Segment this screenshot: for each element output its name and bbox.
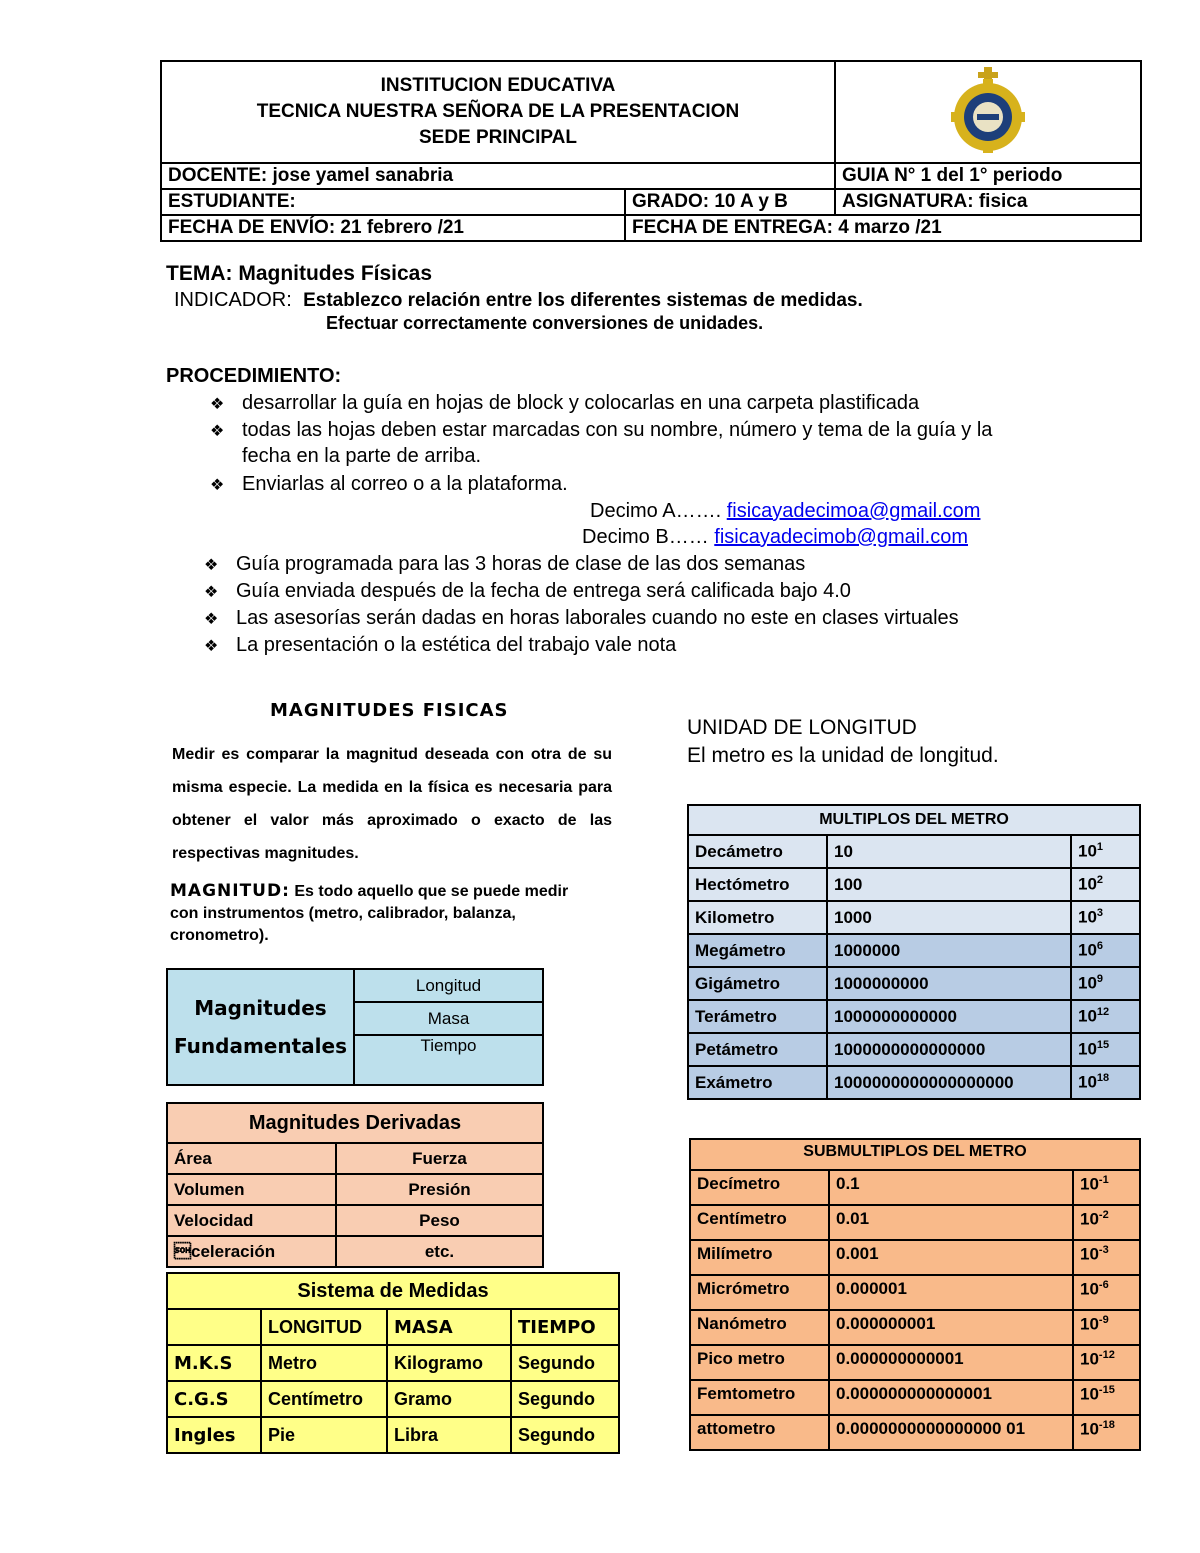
multiplos-power-exponent: 6 bbox=[1096, 940, 1104, 953]
indicador-line-2: Efectuar correctamente conversiones de unidades. bbox=[326, 313, 764, 333]
fecha-entrega-cell: FECHA DE ENTREGA: 4 marzo /21 bbox=[625, 215, 1141, 241]
multiplos-table bbox=[687, 804, 1141, 1100]
diamond-bullet-icon: ❖ bbox=[204, 557, 219, 574]
multiplos-value: 1000000000 bbox=[827, 967, 1071, 1000]
decimo-b-line bbox=[582, 524, 968, 550]
submultiplos-power-exponent: -6 bbox=[1098, 1279, 1109, 1291]
submultiplos-power-exponent: -9 bbox=[1098, 1314, 1109, 1326]
multiplos-unit-name: Terámetro bbox=[688, 1000, 827, 1033]
multiplos-power-exponent: 18 bbox=[1096, 1072, 1110, 1085]
submultiplos-value: 0.0000000000000000 01 bbox=[829, 1415, 1073, 1450]
submultiplos-power-exponent: -2 bbox=[1098, 1209, 1109, 1221]
multiplos-power-base: 10 bbox=[1078, 907, 1097, 927]
multiplos-power-exponent: 3 bbox=[1096, 907, 1104, 920]
diamond-bullet-icon: ❖ bbox=[210, 477, 225, 494]
submultiplos-power-exponent: -1 bbox=[1098, 1174, 1109, 1186]
multiplos-power bbox=[1071, 835, 1140, 868]
sistema-table bbox=[166, 1272, 620, 1454]
decimo-b-email-link[interactable]: fisicayadecimob@gmail.com bbox=[714, 526, 968, 548]
fundamental-item: Tiempo bbox=[354, 1035, 543, 1085]
submultiplos-power-base: 10 bbox=[1080, 1244, 1099, 1264]
multiplos-power bbox=[1071, 901, 1140, 934]
medir-paragraph: Medir es comparar la magnitud deseada con otra de su misma especie. La medida en la física es necesaria para obtener el valor más aproximado o exacto de las respectivas magnitudes. bbox=[172, 746, 612, 862]
multiplos-row bbox=[688, 1066, 1140, 1099]
multiplos-power bbox=[1071, 868, 1140, 901]
submultiplos-power-base: 10 bbox=[1080, 1279, 1099, 1299]
magnitud-label: MAGNITUD: bbox=[170, 881, 290, 901]
unidad-title: UNIDAD DE LONGITUD bbox=[687, 716, 917, 739]
sistema-cell: Segundo bbox=[511, 1345, 619, 1381]
multiplos-power-exponent: 1 bbox=[1096, 841, 1104, 854]
derivada-cell: Velocidad bbox=[167, 1205, 336, 1236]
multiplos-unit-name: Gigámetro bbox=[688, 967, 827, 1000]
submultiplos-table bbox=[689, 1138, 1141, 1451]
submultiplos-row bbox=[690, 1170, 1140, 1205]
school-seal-icon bbox=[943, 65, 1033, 153]
submultiplos-power bbox=[1073, 1275, 1140, 1310]
decimo-a-email-link[interactable]: fisicayadecimoa@gmail.com bbox=[726, 500, 981, 522]
header-table bbox=[160, 60, 1142, 242]
multiplos-power-base: 10 bbox=[1078, 1006, 1097, 1026]
submultiplos-power-base: 10 bbox=[1080, 1384, 1099, 1404]
derivada-cell: Peso bbox=[336, 1205, 543, 1236]
indicador-line-1: Establezco relación entre los diferentes sistemas de medidas. bbox=[303, 290, 863, 311]
derivada-cell: Fuerza bbox=[336, 1143, 543, 1174]
multiplos-row bbox=[688, 835, 1140, 868]
bullet-item: Las asesorías serán dadas en horas laborales cuando no este en clases virtuales bbox=[236, 607, 959, 629]
submultiplos-power bbox=[1073, 1170, 1140, 1205]
multiplos-value: 1000000000000 bbox=[827, 1000, 1071, 1033]
submultiplos-unit-name: Decímetro bbox=[690, 1170, 829, 1205]
multiplos-row bbox=[688, 1000, 1140, 1033]
submultiplos-unit-name: Micrómetro bbox=[690, 1275, 829, 1310]
multiplos-value: 1000000000000000000 bbox=[827, 1066, 1071, 1099]
submultiplos-power bbox=[1073, 1240, 1140, 1275]
asignatura-cell: ASIGNATURA: fisica bbox=[835, 189, 1141, 215]
submultiplos-row bbox=[690, 1240, 1140, 1275]
diamond-bullet-icon: ❖ bbox=[210, 396, 225, 413]
multiplos-row bbox=[688, 901, 1140, 934]
submultiplos-value: 0.01 bbox=[829, 1205, 1073, 1240]
decimo-a-line bbox=[590, 498, 980, 524]
estudiante-cell: ESTUDIANTE: bbox=[161, 189, 625, 215]
multiplos-power-base: 10 bbox=[1078, 1039, 1097, 1059]
sistema-header: LONGITUD bbox=[261, 1309, 387, 1345]
multiplos-power-base: 10 bbox=[1078, 973, 1097, 993]
bullet-item: Enviarlas al correo o a la plataforma. bbox=[242, 473, 568, 495]
submultiplos-row bbox=[690, 1380, 1140, 1415]
multiplos-power bbox=[1071, 1033, 1140, 1066]
sistema-cell: Kilogramo bbox=[387, 1345, 511, 1381]
submultiplos-power-base: 10 bbox=[1080, 1209, 1099, 1229]
multiplos-unit-name: Megámetro bbox=[688, 934, 827, 967]
grado-cell: GRADO: 10 A y B bbox=[625, 189, 835, 215]
submultiplos-value: 0.001 bbox=[829, 1240, 1073, 1275]
submultiplos-power bbox=[1073, 1415, 1140, 1450]
submultiplos-unit-name: attometro bbox=[690, 1415, 829, 1450]
indicador bbox=[174, 289, 863, 312]
multiplos-power-base: 10 bbox=[1078, 1072, 1097, 1092]
multiplos-value: 1000000 bbox=[827, 934, 1071, 967]
unidad-text: El metro es la unidad de longitud. bbox=[687, 744, 999, 767]
diamond-bullet-icon: ❖ bbox=[210, 423, 225, 440]
submultiplos-power-base: 10 bbox=[1080, 1349, 1099, 1369]
submultiplos-power bbox=[1073, 1345, 1140, 1380]
multiplos-power-exponent: 2 bbox=[1096, 874, 1104, 887]
sistema-cell: Segundo bbox=[511, 1381, 619, 1417]
submultiplos-power-exponent: -12 bbox=[1098, 1349, 1115, 1361]
decimo-a-label: Decimo A……. bbox=[590, 500, 722, 522]
multiplos-title: MULTIPLOS DEL METRO bbox=[688, 805, 1140, 835]
sistema-cell: Metro bbox=[261, 1345, 387, 1381]
sistema-cell: Centímetro bbox=[261, 1381, 387, 1417]
multiplos-unit-name: Kilometro bbox=[688, 901, 827, 934]
sistema-header bbox=[167, 1309, 261, 1345]
multiplos-power-base: 10 bbox=[1078, 874, 1097, 894]
multiplos-power-exponent: 9 bbox=[1096, 973, 1104, 986]
submultiplos-row bbox=[690, 1415, 1140, 1450]
guia-cell: GUIA N° 1 del 1° periodo bbox=[835, 163, 1141, 189]
submultiplos-power-exponent: -3 bbox=[1098, 1244, 1109, 1256]
magnitud-definition bbox=[170, 880, 570, 947]
submultiplos-row bbox=[690, 1310, 1140, 1345]
submultiplos-unit-name: Pico metro bbox=[690, 1345, 829, 1380]
title-line-1: INSTITUCION EDUCATIVA bbox=[380, 75, 616, 96]
multiplos-row bbox=[688, 1033, 1140, 1066]
multiplos-unit-name: Exámetro bbox=[688, 1066, 827, 1099]
submultiplos-row bbox=[690, 1205, 1140, 1240]
submultiplos-unit-name: Milímetro bbox=[690, 1240, 829, 1275]
submultiplos-value: 0.000000000001 bbox=[829, 1345, 1073, 1380]
multiplos-value: 100 bbox=[827, 868, 1071, 901]
submultiplos-power-exponent: -15 bbox=[1098, 1384, 1115, 1396]
school-title bbox=[161, 61, 835, 163]
fundamental-item: Masa bbox=[354, 1002, 543, 1035]
sistema-header: TIEMPO bbox=[511, 1309, 619, 1345]
submultiplos-power-base: 10 bbox=[1080, 1174, 1099, 1194]
sistema-cell: Pie bbox=[261, 1417, 387, 1453]
submultiplos-power-exponent: -18 bbox=[1098, 1419, 1115, 1431]
multiplos-power-exponent: 12 bbox=[1096, 1006, 1110, 1019]
unidad-longitud bbox=[687, 714, 999, 770]
magnitudes-fisicas-title: MAGNITUDES FISICAS bbox=[270, 700, 509, 721]
multiplos-value: 10 bbox=[827, 835, 1071, 868]
derivada-cell: celeración bbox=[167, 1236, 336, 1267]
fundamentales-label-1: Magnitudes bbox=[194, 996, 327, 1020]
logo-cell bbox=[835, 61, 1141, 163]
title-line-2: TECNICA NUESTRA SEÑORA DE LA PRESENTACION bbox=[256, 101, 740, 122]
diamond-bullet-icon: ❖ bbox=[204, 638, 219, 655]
sistema-cell: Segundo bbox=[511, 1417, 619, 1453]
bullet-item-continuation: fecha en la parte de arriba. bbox=[242, 445, 482, 467]
submultiplos-value: 0.1 bbox=[829, 1170, 1073, 1205]
submultiplos-power bbox=[1073, 1380, 1140, 1415]
derivada-cell: Área bbox=[167, 1143, 336, 1174]
multiplos-value: 1000 bbox=[827, 901, 1071, 934]
multiplos-value: 1000000000000000 bbox=[827, 1033, 1071, 1066]
magnitud-text: Es todo aquello que se puede medir con instrumentos (metro, calibrador, balanza, cronometro). bbox=[170, 883, 569, 944]
fundamental-item: Longitud bbox=[354, 969, 543, 1002]
multiplos-row bbox=[688, 967, 1140, 1000]
submultiplos-unit-name: Centímetro bbox=[690, 1205, 829, 1240]
multiplos-unit-name: Decámetro bbox=[688, 835, 827, 868]
fecha-envio-cell: FECHA DE ENVÍO: 21 febrero /21 bbox=[161, 215, 625, 241]
tema-heading: TEMA: Magnitudes Físicas bbox=[166, 262, 433, 285]
sistema-cell: M.K.S bbox=[167, 1345, 261, 1381]
submultiplos-title: SUBMULTIPLOS DEL METRO bbox=[690, 1139, 1140, 1170]
sistema-cell: Libra bbox=[387, 1417, 511, 1453]
submultiplos-unit-name: Nanómetro bbox=[690, 1310, 829, 1345]
multiplos-power bbox=[1071, 934, 1140, 967]
docente-cell: DOCENTE: jose yamel sanabria bbox=[161, 163, 835, 189]
multiplos-power-base: 10 bbox=[1078, 940, 1097, 960]
decimo-b-label: Decimo B…… bbox=[582, 526, 709, 548]
diamond-bullet-icon: ❖ bbox=[204, 611, 219, 628]
multiplos-unit-name: Hectómetro bbox=[688, 868, 827, 901]
submultiplos-value: 0.000000001 bbox=[829, 1310, 1073, 1345]
multiplos-power bbox=[1071, 1066, 1140, 1099]
multiplos-power bbox=[1071, 1000, 1140, 1033]
sistema-cell: Gramo bbox=[387, 1381, 511, 1417]
submultiplos-row bbox=[690, 1275, 1140, 1310]
derivada-cell: Volumen bbox=[167, 1174, 336, 1205]
submultiplos-row bbox=[690, 1345, 1140, 1380]
bullet-item: Guía enviada después de la fecha de entrega será calificada bajo 4.0 bbox=[236, 580, 851, 602]
multiplos-power-exponent: 15 bbox=[1096, 1039, 1110, 1052]
derivadas-table bbox=[166, 1102, 544, 1268]
fundamentales-label bbox=[167, 969, 354, 1085]
bullet-item: Guía programada para las 3 horas de clase de las dos semanas bbox=[236, 553, 806, 575]
derivadas-title: Magnitudes Derivadas bbox=[167, 1103, 543, 1143]
sistema-cell: C.G.S bbox=[167, 1381, 261, 1417]
bullet-item: todas las hojas deben estar marcadas con su nombre, número y tema de la guía y la bbox=[242, 419, 993, 441]
fundamentales-table bbox=[166, 968, 544, 1086]
multiplos-row bbox=[688, 934, 1140, 967]
title-line-3: SEDE PRINCIPAL bbox=[418, 127, 577, 148]
procedimiento-heading: PROCEDIMIENTO: bbox=[166, 365, 342, 387]
sistema-header: MASA bbox=[387, 1309, 511, 1345]
submultiplos-unit-name: Femtometro bbox=[690, 1380, 829, 1415]
diamond-bullet-icon: ❖ bbox=[204, 584, 219, 601]
bullet-item: La presentación o la estética del trabajo vale nota bbox=[236, 634, 677, 656]
multiplos-power-base: 10 bbox=[1078, 841, 1097, 861]
sistema-title: Sistema de Medidas bbox=[167, 1273, 619, 1309]
multiplos-power bbox=[1071, 967, 1140, 1000]
submultiplos-value: 0.000001 bbox=[829, 1275, 1073, 1310]
multiplos-row bbox=[688, 868, 1140, 901]
submultiplos-value: 0.000000000000001 bbox=[829, 1380, 1073, 1415]
submultiplos-power bbox=[1073, 1310, 1140, 1345]
sistema-cell: Ingles bbox=[167, 1417, 261, 1453]
fundamentales-label-2: Fundamentales bbox=[174, 1034, 347, 1058]
submultiplos-power bbox=[1073, 1205, 1140, 1240]
submultiplos-power-base: 10 bbox=[1080, 1419, 1099, 1439]
derivada-cell: Presión bbox=[336, 1174, 543, 1205]
derivada-cell: etc. bbox=[336, 1236, 543, 1267]
indicador-label: INDICADOR: bbox=[174, 289, 292, 311]
submultiplos-power-base: 10 bbox=[1080, 1314, 1099, 1334]
multiplos-unit-name: Petámetro bbox=[688, 1033, 827, 1066]
bullet-item: desarrollar la guía en hojas de block y colocarlas en una carpeta plastificada bbox=[242, 392, 920, 414]
